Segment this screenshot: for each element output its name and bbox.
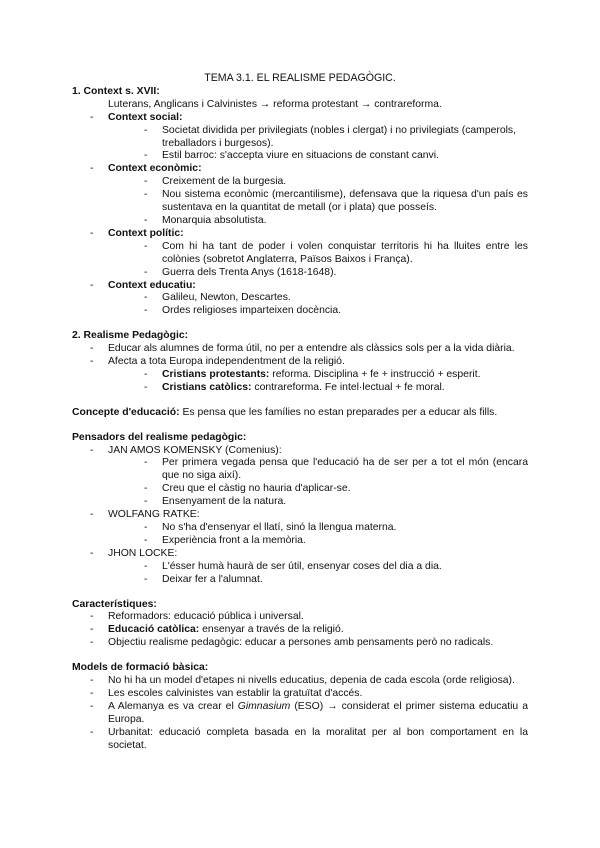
dash-bullet: - [144, 534, 148, 546]
pensador-name: JHON LOCKE: [108, 547, 178, 559]
dash-bullet: - [90, 726, 94, 738]
list-item [72, 637, 528, 650]
dash-bullet: - [90, 111, 94, 123]
section-1-intro: Luterans, Anglicans i Calvinistes → reforma protestant → contrareforma. [108, 98, 442, 110]
context-educatiu [72, 280, 528, 319]
dash-bullet: - [90, 343, 94, 355]
protestants-label: Cristians protestants: [162, 368, 270, 380]
context-economic [72, 163, 528, 228]
list-item [144, 535, 528, 548]
list-item [144, 176, 528, 189]
dash-bullet: - [90, 444, 94, 456]
dash-bullet: - [144, 457, 148, 469]
catolics-label: Cristians catòlics: [162, 381, 252, 393]
caracteristiques-list [72, 611, 528, 650]
pensadors-heading: Pensadors del realisme pedagògic: [72, 431, 247, 443]
list-item [72, 611, 528, 624]
page-title: TEMA 3.1. EL REALISME PEDAGÒGIC. [204, 72, 396, 84]
list-item-text: (ESO) → considerat el primer sistema educatiu a Europa. [108, 700, 528, 725]
list-item-text: Educar als alumnes de forma útil, no per a entendre als clàssics sols per a la vida diària. [108, 343, 515, 355]
pensador-comenius [72, 445, 528, 510]
dash-bullet: - [90, 163, 94, 175]
dash-bullet: - [90, 675, 94, 687]
dash-bullet: - [144, 522, 148, 533]
dash-bullet: - [90, 279, 94, 291]
dash-bullet: - [144, 176, 148, 188]
section-1-heading: 1. Context s. XVII: [72, 85, 160, 97]
dash-bullet: - [144, 560, 148, 572]
pensador-ratke [72, 509, 528, 548]
list-item [72, 701, 528, 727]
concepte-text: Es pensa que les famílies no estan preparades per a educar als fills. [179, 406, 498, 418]
list-item-text: Ordes religioses imparteixen docència. [162, 305, 342, 317]
list-item-text: A Alemanya es va crear el [108, 700, 238, 712]
context-educatiu-label: Context educatiu: [108, 279, 196, 291]
context-politic-label: Context polític: [108, 227, 184, 239]
dash-bullet: - [144, 266, 148, 278]
list-item [144, 561, 528, 574]
list-item-text: L'ésser humà haurà de ser útil, ensenyar coses del dia a dia. [162, 560, 442, 572]
dash-bullet: - [144, 573, 148, 585]
pensadors-list [72, 445, 528, 587]
pensador-name: WOLFANG RATKE: [108, 509, 200, 521]
educacio-catolica-label: Educació catòlica: [108, 624, 200, 636]
list-item-text: Estil barroc: s'accepta viure en situacions de constant canvi. [162, 150, 439, 162]
list-item [72, 675, 528, 688]
list-item [144, 305, 528, 318]
pensador-name: JAN AMOS KOMENSKY (Comenius): [108, 444, 282, 456]
list-item-text: Galileu, Newton, Descartes. [162, 292, 291, 304]
list-item [144, 369, 528, 382]
list-item-text: Com hi ha tant de poder i volen conquistar territoris hi ha lluites entre les colònies (sobretot Anglaterra, Països Baixos i França). [162, 240, 528, 265]
dash-bullet: - [90, 637, 94, 649]
realisme-list [72, 343, 528, 395]
list-item-text: Nou sistema econòmic (mercantilisme), defensava que la riquesa d'un país es sustentava en la quantitat de metall (or i plata) que posseís. [162, 189, 528, 214]
context-social [72, 112, 528, 164]
context-social-label: Context social: [108, 111, 183, 123]
list-item-text: Urbanitat: educació completa basada en la moralitat per al bon comportament en la societat. [108, 726, 528, 751]
list-item-text: Creu que el càstig no hauria d'aplicar-se. [162, 483, 351, 495]
list-item [144, 292, 528, 305]
list-item [144, 457, 528, 483]
concepte-paragraph [72, 407, 528, 420]
list-item [144, 574, 528, 587]
list-item [144, 382, 528, 395]
list-item [144, 267, 528, 280]
educacio-catolica-text: ensenyar a través de la religió. [199, 624, 344, 636]
list-item [72, 727, 528, 753]
list-item [72, 356, 528, 395]
dash-bullet: - [90, 356, 94, 368]
pensador-locke [72, 548, 528, 587]
dash-bullet: - [90, 227, 94, 239]
context-list [72, 112, 528, 319]
list-item [72, 624, 528, 637]
list-item [72, 343, 528, 356]
models-heading: Models de formació bàsica: [72, 662, 209, 674]
list-item [72, 688, 528, 701]
dash-bullet: - [144, 483, 148, 495]
list-item-text: Reformadors: educació pública i universal. [108, 611, 304, 623]
list-item-text: No hi ha un model d'etapes ni nivells educatius, depenia de cada escola (orde religiosa). [108, 675, 515, 687]
list-item [144, 125, 528, 151]
dash-bullet: - [144, 150, 148, 162]
list-item-text: Societat dividida per privilegiats (nobles i clergat) i no privilegiats (camperols, treballadors i burgesos). [162, 124, 517, 149]
list-item [144, 215, 528, 228]
dash-bullet: - [144, 292, 148, 304]
list-item [144, 241, 528, 267]
protestants-text: reforma. Disciplina + fe + instrucció + esperit. [269, 368, 481, 380]
models-list [72, 675, 528, 752]
catolics-text: contrareforma. Fe intel·lectual + fe moral. [251, 381, 445, 393]
dash-bullet: - [90, 624, 94, 636]
dash-bullet: - [144, 305, 148, 317]
list-item-text: Ensenyament de la natura. [162, 496, 287, 508]
dash-bullet: - [90, 509, 94, 521]
context-politic [72, 228, 528, 280]
list-item-text: Les escoles calvinistes van establir la gratuïtat d'accés. [108, 687, 363, 699]
dash-bullet: - [144, 240, 148, 252]
dash-bullet: - [90, 547, 94, 559]
dash-bullet: - [144, 381, 148, 393]
section-2-heading: 2. Realisme Pedagògic: [72, 330, 189, 342]
list-item-text: Monarquia absolutista. [162, 214, 267, 226]
dash-bullet: - [144, 124, 148, 136]
dash-bullet: - [144, 368, 148, 380]
list-item-text: Guerra dels Trenta Anys (1618-1648). [162, 266, 337, 278]
dash-bullet: - [144, 214, 148, 226]
list-item [144, 483, 528, 496]
list-item-text: Deixar fer a l'alumnat. [162, 573, 263, 585]
concepte-label: Concepte d'educació: [72, 406, 180, 418]
list-item [144, 150, 528, 163]
list-item-text: Per primera vegada pensa que l'educació ha de ser per a tot el món (encara que no siga així). [162, 457, 528, 482]
list-item [144, 496, 528, 509]
dash-bullet: - [90, 687, 94, 699]
list-item-text: Objectiu realisme pedagògic: educar a persones amb pensaments però no radicals. [108, 637, 494, 649]
list-item-text: Creixement de la burgesia. [162, 176, 287, 188]
caracteristiques-heading: Característiques: [72, 598, 157, 610]
list-item [144, 189, 528, 215]
list-item-text: No s'ha d'ensenyar el llatí, sinó la llengua materna. [162, 522, 397, 533]
dash-bullet: - [144, 189, 148, 201]
list-item [144, 522, 528, 535]
context-economic-label: Context econòmic: [108, 163, 202, 175]
dash-bullet: - [90, 700, 94, 712]
gimnasium-term: Gimnasium [237, 700, 291, 712]
dash-bullet: - [144, 496, 148, 508]
dash-bullet: - [90, 611, 94, 623]
list-item-text: Afecta a tota Europa independentment de la religió. [108, 356, 345, 368]
list-item-text: Experiència front a la memòria. [162, 534, 306, 546]
